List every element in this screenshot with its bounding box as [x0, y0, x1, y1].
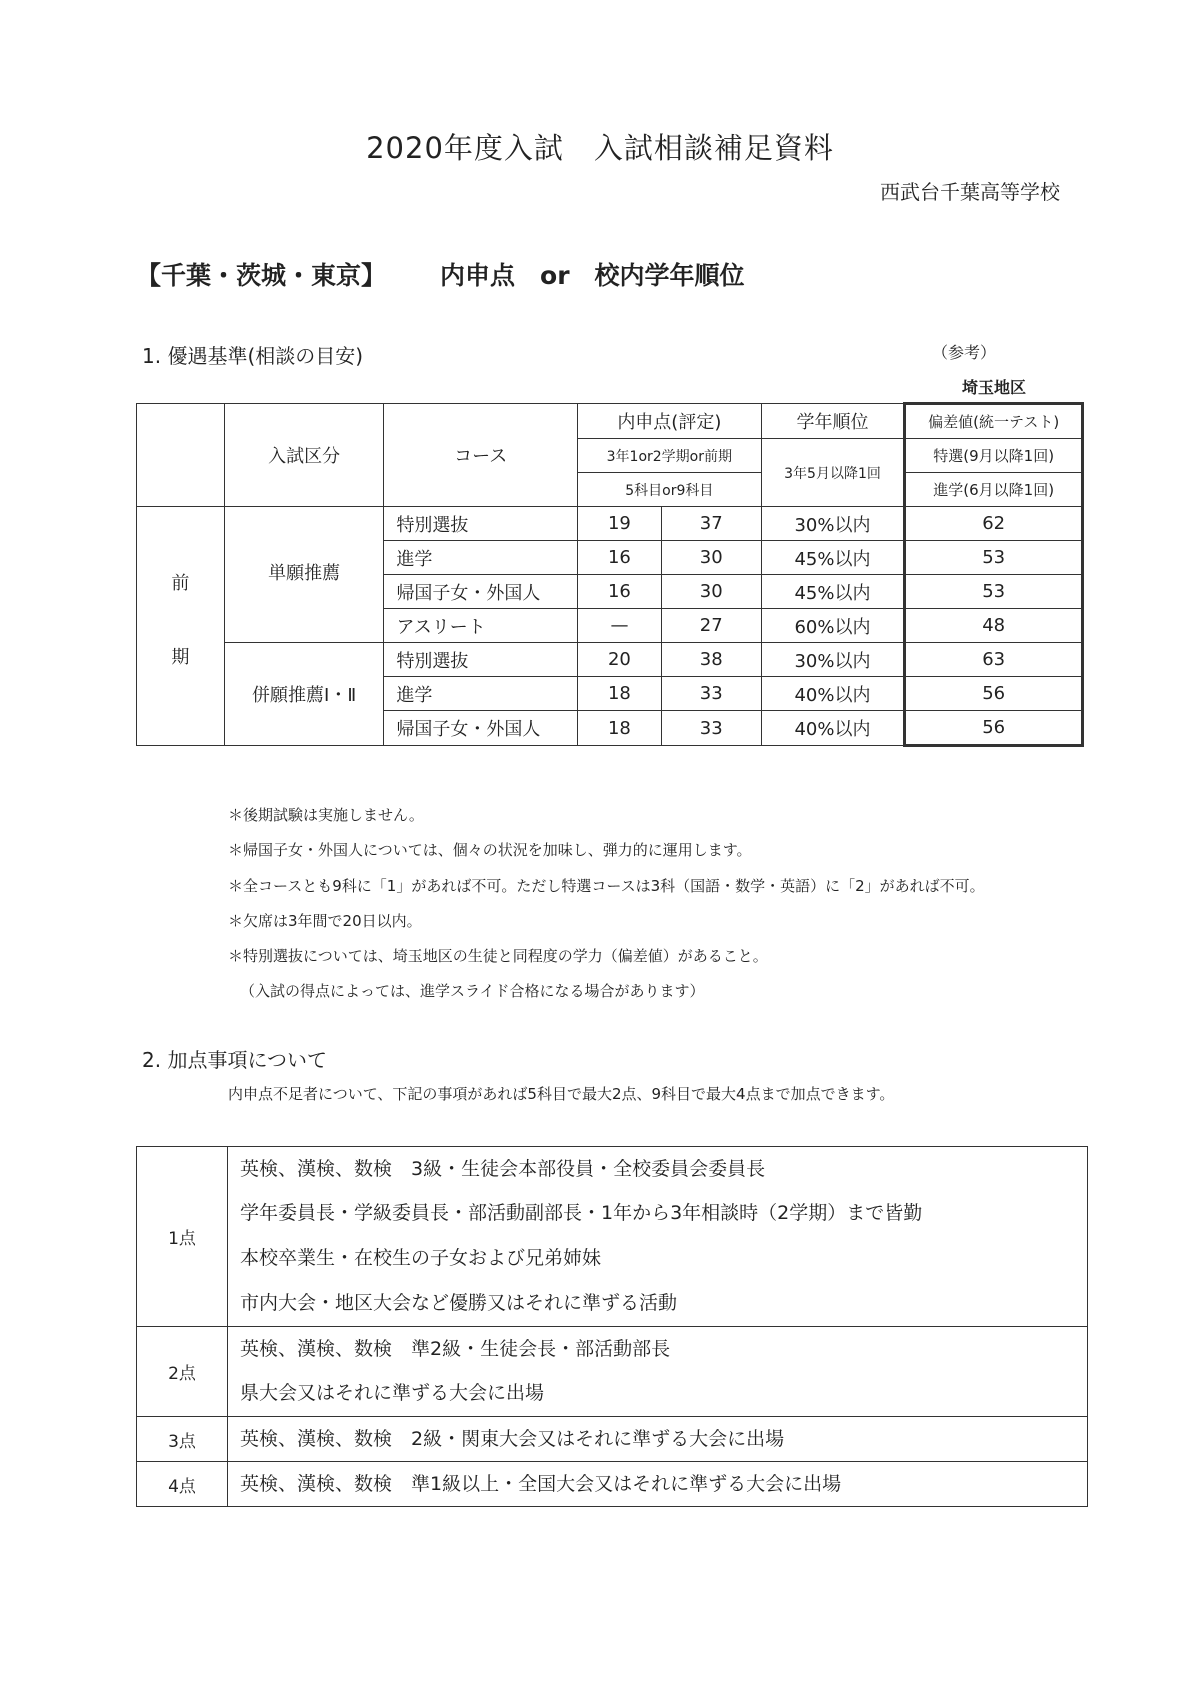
- course-cell: 特別選抜: [384, 643, 578, 677]
- naishin-9-cell: 38: [661, 643, 761, 677]
- header-rank: 学年順位: [761, 404, 905, 439]
- bonus-table: [136, 1146, 1088, 1507]
- rank-cell: 45%以内: [761, 575, 905, 609]
- bonus-item: 本校卒業生・在校生の子女および兄弟姉妹: [240, 1247, 602, 1269]
- bonus-row: [137, 1462, 1088, 1507]
- bonus-points-label: 3点: [137, 1417, 228, 1462]
- header-naishin: 内申点(評定): [578, 404, 762, 439]
- section2-title: 2. 加点事項について: [142, 1048, 328, 1072]
- period-cell: [137, 507, 225, 746]
- group-dual: 併願推薦Ⅰ・Ⅱ: [224, 643, 384, 746]
- naishin-9-cell: 37: [661, 507, 761, 541]
- header-naishin-subjects: 5科目or9科目: [578, 473, 762, 507]
- section1-title: 1. 優遇基準(相談の目安): [142, 344, 364, 368]
- page-title: 2020年度入試 入試相談補足資料: [366, 131, 834, 165]
- reference-region: 埼玉地区: [962, 378, 1027, 397]
- note-item: ＊後期試験は実施しません。: [228, 806, 424, 824]
- course-cell: 進学: [384, 677, 578, 711]
- note-item: ＊全コースとも9科に「1」があれば不可。ただし特選コースは3科（国語・数学・英語）に「2」があれば不可。: [228, 876, 985, 895]
- hensachi-cell: 56: [905, 711, 1083, 746]
- header-corner: [137, 404, 225, 507]
- rank-cell: 45%以内: [761, 541, 905, 575]
- bonus-item: 英検、漢検、数検 準1級以上・全国大会又はそれに準ずる大会に出場: [240, 1473, 842, 1495]
- rank-cell: 60%以内: [761, 609, 905, 643]
- note-item: ＊特別選抜については、埼玉地区の生徒と同程度の学力（偏差値）があること。: [228, 947, 768, 966]
- hensachi-cell: 53: [905, 575, 1083, 609]
- bonus-item: 県大会又はそれに準ずる大会に出場: [240, 1382, 545, 1404]
- naishin-9-cell: 33: [661, 677, 761, 711]
- notes-list: [228, 798, 985, 1010]
- hensachi-cell: 62: [905, 507, 1083, 541]
- naishin-9-cell: 33: [661, 711, 761, 746]
- header-category: 入試区分: [224, 404, 384, 507]
- section-heading: [136, 256, 745, 292]
- naishin-5-cell: 16: [578, 575, 662, 609]
- naishin-9-cell: 27: [661, 609, 761, 643]
- table-row: [137, 507, 1083, 541]
- course-cell: 帰国子女・外国人: [384, 575, 578, 609]
- header-hensachi-special: 特選(9月以降1回): [905, 439, 1083, 473]
- bonus-items: [228, 1417, 1088, 1462]
- naishin-5-cell: 20: [578, 643, 662, 677]
- naishin-5-cell: 18: [578, 677, 662, 711]
- hensachi-cell: 63: [905, 643, 1083, 677]
- bonus-item: 英検、漢検、数検 準2級・生徒会長・部活動部長: [240, 1338, 671, 1360]
- bonus-items: [228, 1462, 1088, 1507]
- naishin-5-cell: 16: [578, 541, 662, 575]
- header-rank-sub: 3年5月以降1回: [761, 439, 905, 507]
- bonus-points-label: 1点: [137, 1147, 228, 1327]
- header-course: コース: [384, 404, 578, 507]
- rank-cell: 40%以内: [761, 711, 905, 746]
- rank-cell: 30%以内: [761, 643, 905, 677]
- naishin-9-cell: 30: [661, 575, 761, 609]
- course-cell: 帰国子女・外国人: [384, 711, 578, 746]
- bonus-row: [137, 1327, 1088, 1417]
- course-cell: 特別選抜: [384, 507, 578, 541]
- bonus-items: [228, 1147, 1088, 1327]
- bonus-item: 市内大会・地区大会など優勝又はそれに準ずる活動: [240, 1292, 678, 1314]
- hensachi-cell: 56: [905, 677, 1083, 711]
- note-item: （入試の得点によっては、進学スライド合格になる場合があります）: [240, 982, 705, 1001]
- note-item: ＊帰国子女・外国人については、個々の状況を加味し、弾力的に運用します。: [228, 841, 752, 860]
- period-char-1: 前: [171, 573, 190, 594]
- criteria-table: [136, 402, 1084, 747]
- reference-label: （参考）: [932, 343, 997, 362]
- header-naishin-term: 3年1or2学期or前期: [578, 439, 762, 473]
- heading-region: 【千葉・茨城・東京】: [136, 261, 387, 290]
- hensachi-cell: 53: [905, 541, 1083, 575]
- hensachi-cell: 48: [905, 609, 1083, 643]
- section2-note: 内申点不足者について、下記の事項があれば5科目で最大2点、9科目で最大4点まで加点できます。: [228, 1085, 895, 1103]
- naishin-5-cell: 18: [578, 711, 662, 746]
- bonus-item: 英検、漢検、数検 3級・生徒会本部役員・全校委員会委員長: [240, 1158, 766, 1180]
- group-single: 単願推薦: [224, 507, 384, 643]
- bonus-points-label: 2点: [137, 1327, 228, 1417]
- school-name: 西武台千葉高等学校: [880, 180, 1060, 204]
- header-hensachi-advance: 進学(6月以降1回): [905, 473, 1083, 507]
- course-cell: 進学: [384, 541, 578, 575]
- bonus-item: 英検、漢検、数検 2級・関東大会又はそれに準ずる大会に出場: [240, 1428, 785, 1450]
- period-char-2: 期: [171, 647, 190, 668]
- bonus-points-label: 4点: [137, 1462, 228, 1507]
- naishin-5-cell: —: [578, 609, 662, 643]
- bonus-row: [137, 1417, 1088, 1462]
- bonus-items: [228, 1327, 1088, 1417]
- header-hensachi: 偏差値(統一テスト): [905, 404, 1083, 439]
- bonus-row: [137, 1147, 1088, 1327]
- bonus-item: 学年委員長・学級委員長・部活動副部長・1年から3年相談時（2学期）まで皆勤: [240, 1202, 923, 1224]
- naishin-9-cell: 30: [661, 541, 761, 575]
- rank-cell: 30%以内: [761, 507, 905, 541]
- table-row: [137, 643, 1083, 677]
- heading-criteria: 内申点 or 校内学年順位: [440, 261, 745, 290]
- note-item: ＊欠席は3年間で20日以内。: [228, 911, 422, 930]
- rank-cell: 40%以内: [761, 677, 905, 711]
- naishin-5-cell: 19: [578, 507, 662, 541]
- course-cell: アスリート: [384, 609, 578, 643]
